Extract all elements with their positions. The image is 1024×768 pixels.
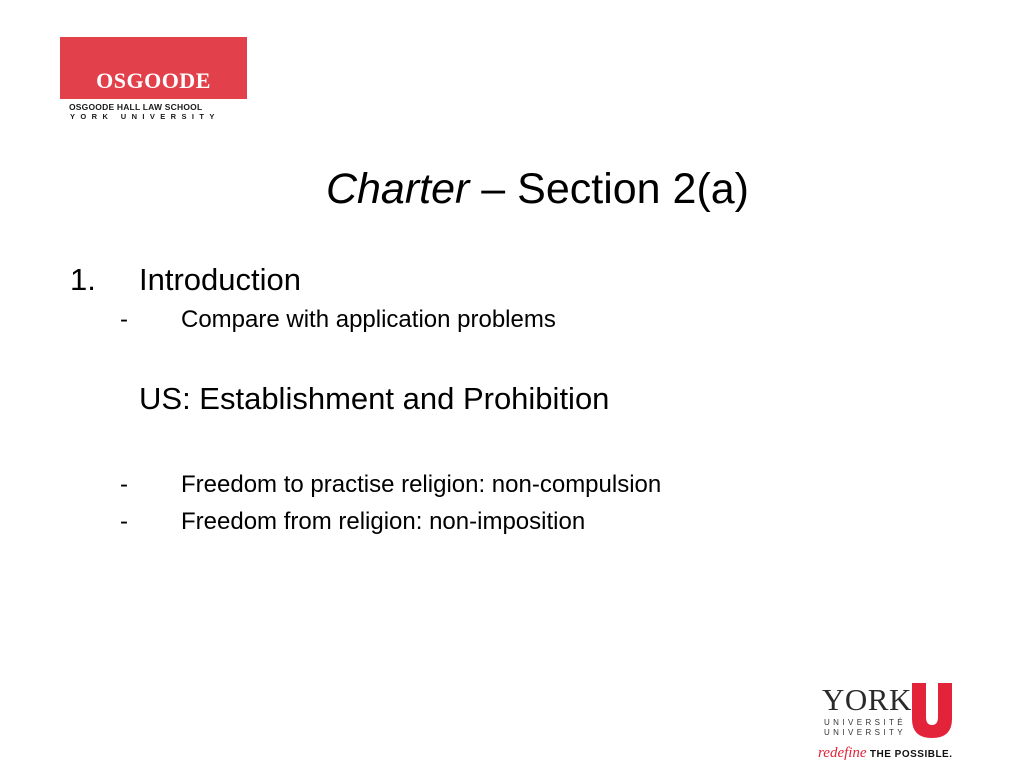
sub-bullet-dash: - — [120, 508, 128, 535]
us-heading: US: Establishment and Prohibition — [139, 381, 610, 416]
slide-title-italic: Charter — [325, 165, 470, 213]
york-tagline-redefine: redefine — [818, 745, 867, 761]
york-universite: UNIVERSITÉ — [824, 718, 907, 727]
list-number-marker: 1. — [70, 262, 96, 297]
osgoode-wordmark: OSGOODE — [96, 68, 211, 93]
sub-bullet-freedom-from: Freedom from religion: non-imposition — [181, 508, 586, 535]
york-university: UNIVERSITY — [824, 728, 907, 737]
osgoode-school-name: OSGOODE HALL LAW SCHOOL — [69, 102, 203, 112]
york-wordmark: YORK — [822, 682, 912, 717]
list-item-introduction: Introduction — [139, 262, 301, 297]
osgoode-university-name: YORK UNIVERSITY — [70, 112, 220, 121]
york-university-logo — [818, 683, 964, 763]
sub-bullet-compare: Compare with application problems — [181, 306, 556, 333]
sub-bullet-freedom-to-practise: Freedom to practise religion: non-compulsion — [181, 471, 662, 498]
sub-bullet-dash: - — [120, 471, 128, 498]
slide-title — [0, 162, 1024, 216]
york-u-icon — [910, 683, 954, 738]
sub-bullet-dash: - — [120, 306, 128, 333]
slide-title-rest: – Section 2(a) — [469, 165, 750, 213]
osgoode-logo — [60, 37, 247, 123]
york-tagline — [818, 745, 953, 763]
york-tagline-possible: THE POSSIBLE. — [866, 749, 953, 760]
